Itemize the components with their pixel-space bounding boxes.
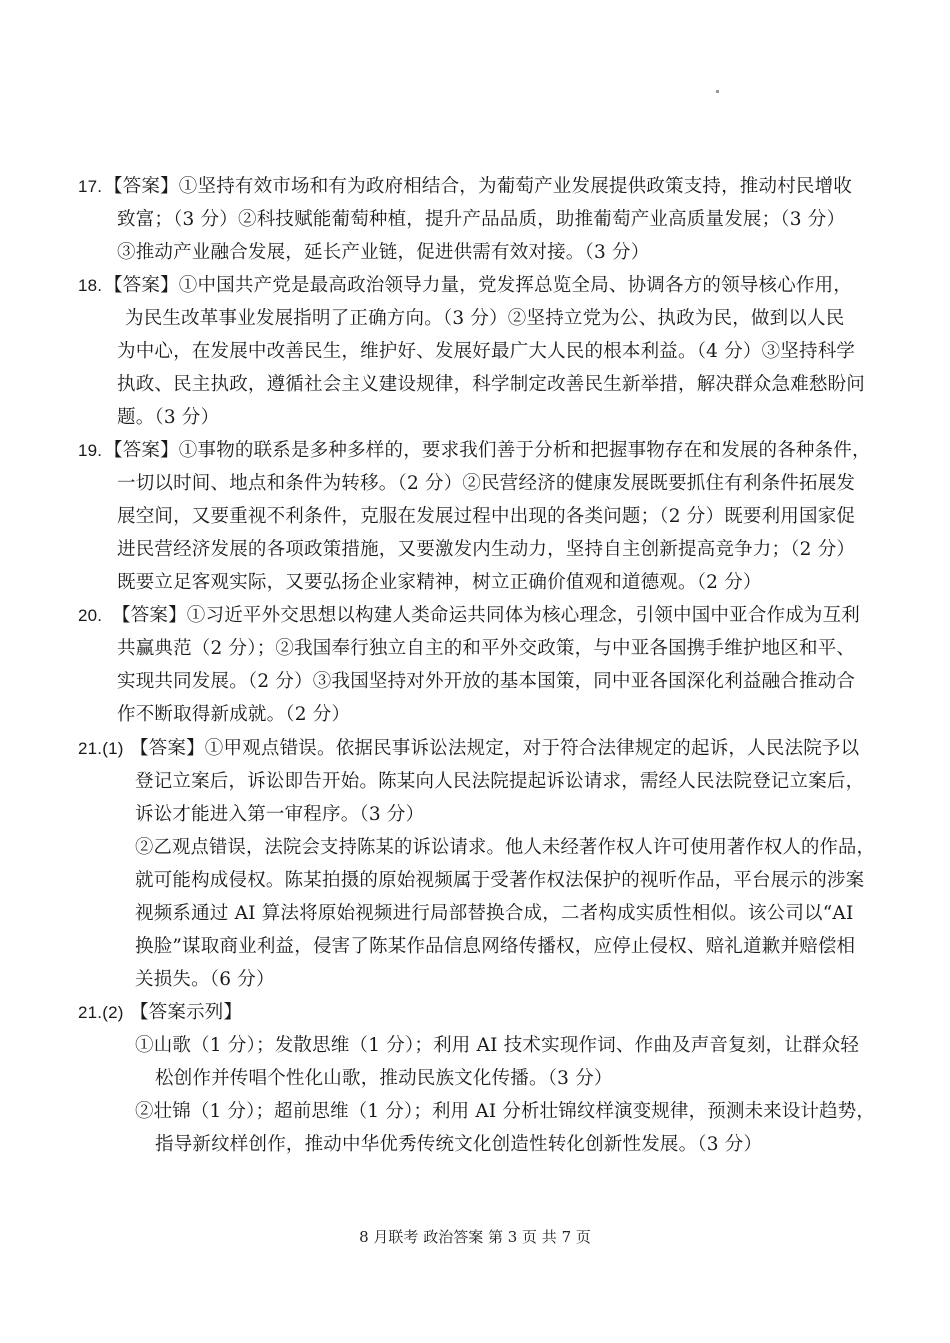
answer-line: 共赢典范（2 分）；②我国奉行独立自主的和平外交政策，与中亚各国携手维护地区和平、 [117,638,856,659]
answer-line: 【答案】①中国共产党是最高政治领导力量，党发挥总览全局、协调各方的领导核心作用， [104,275,853,296]
answer-line: 实现共同发展。（2 分）③我国坚持对外开放的基本国策，同中亚各国深化利益融合推动合 [117,671,856,692]
answer-line: 视频系通过 AI 算法将原始视频进行局部替换合成，二者构成实质性相似。该公司以“AI [135,903,854,924]
answer-line: 诉讼才能进入第一审程序。（3 分） [135,804,425,825]
answer-line: 指导新纹样创作，推动中华优秀传统文化创造性转化创新性发展。（3 分） [155,1134,763,1155]
answer-line: 进民营经济发展的各项政策措施，又要激发内生动力，坚持自主创新提高竞争力；（2 分） [117,539,856,560]
answer-line: 一切以时间、地点和条件为转移。（2 分）②民营经济的健康发展既要抓住有利条件拓展发 [117,473,856,494]
answer-line: 执政、民主执政，遵循社会主义建设规律，科学制定改善民生新举措，解决群众急难愁盼问 [117,374,866,395]
answer-line: 【答案】①坚持有效市场和有为政府相结合，为葡萄产业发展提供政策支持，推动村民增收 [104,176,853,197]
answer-line: 【答案】①习近平外交思想以构建人类命运共同体为核心理念，引领中国中亚合作成为互利 [112,605,861,626]
answer-line: 展空间，又要重视不利条件，克服在发展过程中出现的各类问题；（2 分）既要利用国家促 [117,506,856,527]
answer-line: 为中心，在发展中改善民生，维护好、发展好最广大人民的根本利益。（4 分）③坚持科学 [117,341,856,362]
answer-line: 作不断取得新成就。（2 分） [117,704,351,725]
answer-line: 换脸”谋取商业利益，侵害了陈某作品信息网络传播权，应停止侵权、赔礼道歉并赔偿相 [135,936,856,957]
page-footer: 8 月联考 政治答案 第 3 页 共 7 页 [359,1228,591,1246]
question-number: 21.(2) [78,1003,124,1022]
answer-line: 既要立足客观实际，又要弘扬企业家精神，树立正确价值观和道德观。（2 分） [117,572,762,593]
question-number: 20. [78,606,103,625]
answer-line: ②壮锦（1 分）；超前思维（1 分）；利用 AI 分析壮锦纹样演变规律，预测未来设计趋势， [135,1101,875,1122]
answer-line: 松创作并传唱个性化山歌，推动民族文化传播。（3 分） [155,1068,613,1089]
answer-line: 登记立案后，诉讼即告开始。陈某向人民法院提起诉讼请求，需经人民法院登记立案后， [135,771,865,792]
answer-line: 【答案】①甲观点错误。依据民事诉讼法规定，对于符合法律规定的起诉，人民法院予以 [130,738,860,759]
answer-line: 【答案】①事物的联系是多种多样的，要求我们善于分析和把握事物存在和发展的各种条件， [104,440,871,461]
answer-line: 关损失。（6 分） [135,969,275,990]
answer-line: ③推动产业融合发展，延长产业链，促进供需有效对接。（3 分） [117,242,650,263]
answer-heading: 【答案示列】 [130,1002,243,1023]
question-number: 19. [78,441,103,460]
answer-line: ②乙观点错误，法院会支持陈某的诉讼请求。他人未经著作权人许可使用著作权人的作品， [135,837,876,858]
answer-line: 就可能构成侵权。陈某拍摄的原始视频属于受著作权法保护的视听作品，平台展示的涉案 [135,870,865,891]
answer-line: 致富；（3 分）②科技赋能葡萄种植，提升产品品质，助推葡萄产业高质量发展；（3 分） [117,209,846,230]
answer-line: 题。（3 分） [117,407,220,428]
scan-speck [716,90,719,93]
answer-line: ①山歌（1 分）；发散思维（1 分）；利用 AI 技术实现作词、作曲及声音复刻，让群众轻 [135,1035,860,1056]
question-number: 17. [78,177,103,196]
question-number: 18. [78,276,103,295]
question-number: 21.(1) [78,739,124,758]
answer-line: 为民生改革事业发展指明了正确方向。（3 分）②坚持立党为公、执政为民，做到以人民 [125,308,845,329]
